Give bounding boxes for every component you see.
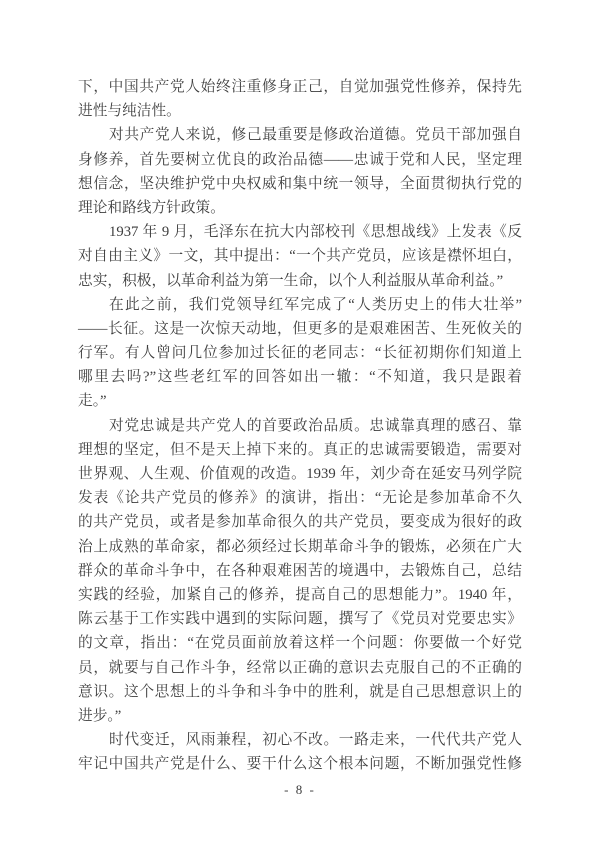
text-line: 实践的经验，加紧自己的修养，提高自己的思想能力”。1940 年，	[78, 586, 522, 603]
text-line: ——长征。这是一次惊天动地，但更多的是艰难困苦、生死攸关的	[78, 320, 522, 337]
text-line: 哪里去吗?”这些老红军的回答如出一辙：“不知道，我只是跟着	[78, 369, 522, 386]
text-line: 行军。有人曾问几位参加过长征的老同志：“长征初期你们知道上	[78, 345, 522, 362]
text-line: 理想的坚定，但不是天上掉下来的。真正的忠诚需要锻造，需要对	[78, 441, 522, 458]
text-line: 意识。这个思想上的斗争和斗争中的胜利，就是自己思想意识上的	[78, 683, 522, 700]
text-line: 的文章，指出：“在党员面前放着这样一个问题：你要做一个好党	[78, 635, 522, 652]
page-number: - 8 -	[284, 782, 316, 797]
text-line: 对党忠诚是共产党人的首要政治品质。忠诚靠真理的感召、靠	[109, 417, 522, 434]
text-line: 的共产党员，或者是参加革命很久的共产党员，要变成为很好的政	[78, 514, 522, 531]
text-line: 陈云基于工作实践中遇到的实际问题，撰写了《党员对党要忠实》	[78, 611, 522, 628]
text-line: 下，中国共产党人始终注重修身正己，自觉加强党性修养，保持先	[78, 79, 522, 95]
text-line: 忠实，积极，以革命利益为第一生命，以个人利益服从革命利益。”	[78, 272, 504, 289]
text-line: 时代变迁，风雨兼程，初心不改。一路走来，一代代共产党人	[109, 732, 522, 749]
text-line: 进性与纯洁性。	[78, 103, 181, 120]
text-line: 进步。”	[78, 707, 122, 724]
text-line: 身修养，首先要树立优良的政治品德——忠诚于党和人民，坚定理	[78, 151, 522, 168]
text-line: 治上成熟的革命家，都必须经过长期革命斗争的锻炼，必须在广大	[78, 538, 522, 555]
text-line: 理论和路线方针政策。	[78, 199, 225, 216]
text-line: 1937 年 9 月，毛泽东在抗大内部校刊《思想战线》上发表《反	[109, 224, 522, 241]
text-line: 在此之前，我们党领导红军完成了“人类历史上的伟大壮举”	[109, 296, 522, 313]
text-line: 发表《论共产党员的修养》的演讲，指出：“无论是参加革命不久	[78, 490, 522, 507]
document-body	[78, 75, 522, 776]
text-line: 员，就要与自己作斗争，经常以正确的意识去克服自己的不正确的	[78, 659, 522, 676]
text-line: 牢记中国共产党是什么、要干什么这个根本问题，不断加强党性修	[78, 756, 522, 773]
text-line: 对自由主义》一文，其中提出：“一个共产党员，应该是襟怀坦白，	[78, 248, 522, 265]
text-line: 群众的革命斗争中，在各种艰难困苦的境遇中，去锻炼自己，总结	[78, 562, 522, 579]
text-line: 世界观、人生观、价值观的改造。1939 年，刘少奇在延安马列学院	[78, 466, 522, 482]
text-line: 对共产党人来说，修己最重要是修政治道德。党员干部加强自	[109, 127, 522, 144]
text-line: 想信念，坚决维护党中央权威和集中统一领导，全面贯彻执行党的	[78, 175, 522, 192]
text-line: 走。”	[78, 393, 107, 410]
